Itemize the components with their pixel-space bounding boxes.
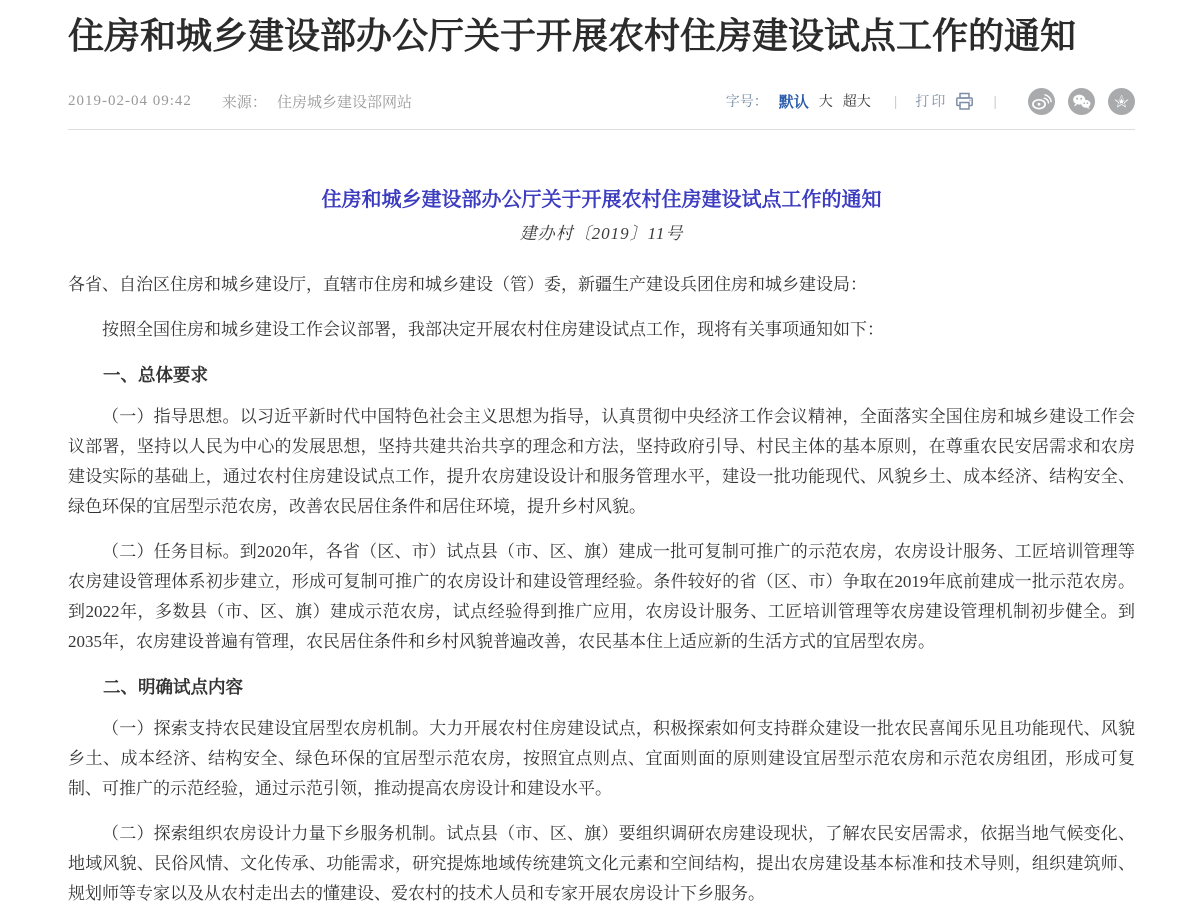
article-body [68, 270, 1135, 909]
paragraph: 按照全国住房和城乡建设工作会议部署，我部决定开展农村住房建设试点工作，现将有关事项通知如下： [102, 320, 884, 339]
print-button[interactable] [915, 91, 975, 112]
section-heading: 二、明确试点内容 [103, 677, 243, 697]
document-number: 建办村〔2019〕11号 [519, 224, 684, 243]
page-title: 住房和城乡建设部办公厅关于开展农村住房建设试点工作的通知 [68, 15, 1077, 56]
share-icons [1015, 88, 1135, 115]
printer-icon [954, 91, 975, 112]
paragraph: （二）任务目标。到2020年，各省（区、市）试点县（市、区、旗）建成一批可复制可推广的示范农房，农房设计服务、工匠培训管理等农房建设管理体系初步建立，形成可复制可推广的农房设计和建设管理经验。条件较好的省（区、市）争取在2019年底前建成一批示范农房。到2022年，多数县（市、区、旗）建成示范农房，试点经验得到推广应用，农房设计服务、工匠培训管理等农房建设管理机制初步健全。到2035年，农房建设普遍有管理，农民居住条件和乡村风貌普遍改善，农民基本住上适应新的生活方式的宜居型农房。 [68, 542, 1135, 651]
source-label: 来源： [221, 94, 267, 111]
toolbar-divider: | [993, 93, 997, 109]
print-label: 打印 [915, 93, 948, 109]
article-page [0, 14, 1200, 909]
toolbar-divider: | [893, 93, 898, 109]
paragraph: （二）探索组织农房设计力量下乡服务机制。试点县（市、区、旗）要组织调研农房建设现状，了解农民安居需求，依据当地气候变化、地域风貌、民俗风情、文化传承、功能需求，研究提炼地域传统建筑文化元素和空间结构，提出农房建设基本标准和技术导则，组织建筑师、规划师等专家以及从农村走出去的懂建设、爱农村的技术人员和专家开展农房设计下乡服务。 [68, 824, 1135, 903]
font-size-large-button[interactable]: 大 [818, 93, 833, 109]
article [68, 186, 1135, 909]
font-size-xlarge-button[interactable]: 超大 [842, 93, 871, 109]
favorite-star-icon[interactable] [1108, 88, 1135, 115]
paragraph: （一）探索支持农民建设宜居型农房机制。大力开展农村住房建设试点，积极探索如何支持群众建设一批农民喜闻乐见且功能现代、风貌乡土、成本经济、结构安全、绿色环保的宜居型示范农房，按照宜点则点、宜面则面的原则建设宜居型示范农房和示范农房组团，形成可复制、可推广的示范经验，通过示范引领，推动提高农房设计和建设水平。 [68, 719, 1135, 798]
header-divider [68, 129, 1135, 130]
wechat-share-icon[interactable] [1068, 88, 1095, 115]
meta-info [68, 91, 412, 112]
article-toolbar [726, 88, 1135, 115]
document-title: 住房和城乡建设部办公厅关于开展农村住房建设试点工作的通知 [321, 189, 882, 211]
paragraph: 各省、自治区住房和城乡建设厅，直辖市住房和城乡建设（管）委，新疆生产建设兵团住房和城乡建设局： [68, 275, 867, 294]
font-size-label: 字号： [725, 93, 768, 109]
paragraph: （一）指导思想。以习近平新时代中国特色社会主义思想为指导，认真贯彻中央经济工作会议精神，全面落实全国住房和城乡建设工作会议部署，坚持以人民为中心的发展思想，坚持共建共治共享的理念和方法，坚持政府引导、村民主体的基本原则，在尊重农民安居需求和农房建设实际的基础上，通过农村住房建设试点工作，提升农房建设设计和服务管理水平，建设一批功能现代、风貌乡土、成本经济、结构安全、绿色环保的宜居型示范农房，改善农民居住条件和居住环境，提升乡村风貌。 [68, 407, 1135, 516]
weibo-share-icon[interactable] [1028, 88, 1055, 115]
font-size-default-button[interactable]: 默认 [778, 93, 809, 111]
section-heading: 一、总体要求 [103, 365, 208, 385]
source-name: 住房城乡建设部网站 [276, 94, 412, 111]
publish-date: 2019-02-04 09:42 [68, 92, 192, 109]
meta-row [68, 88, 1135, 114]
